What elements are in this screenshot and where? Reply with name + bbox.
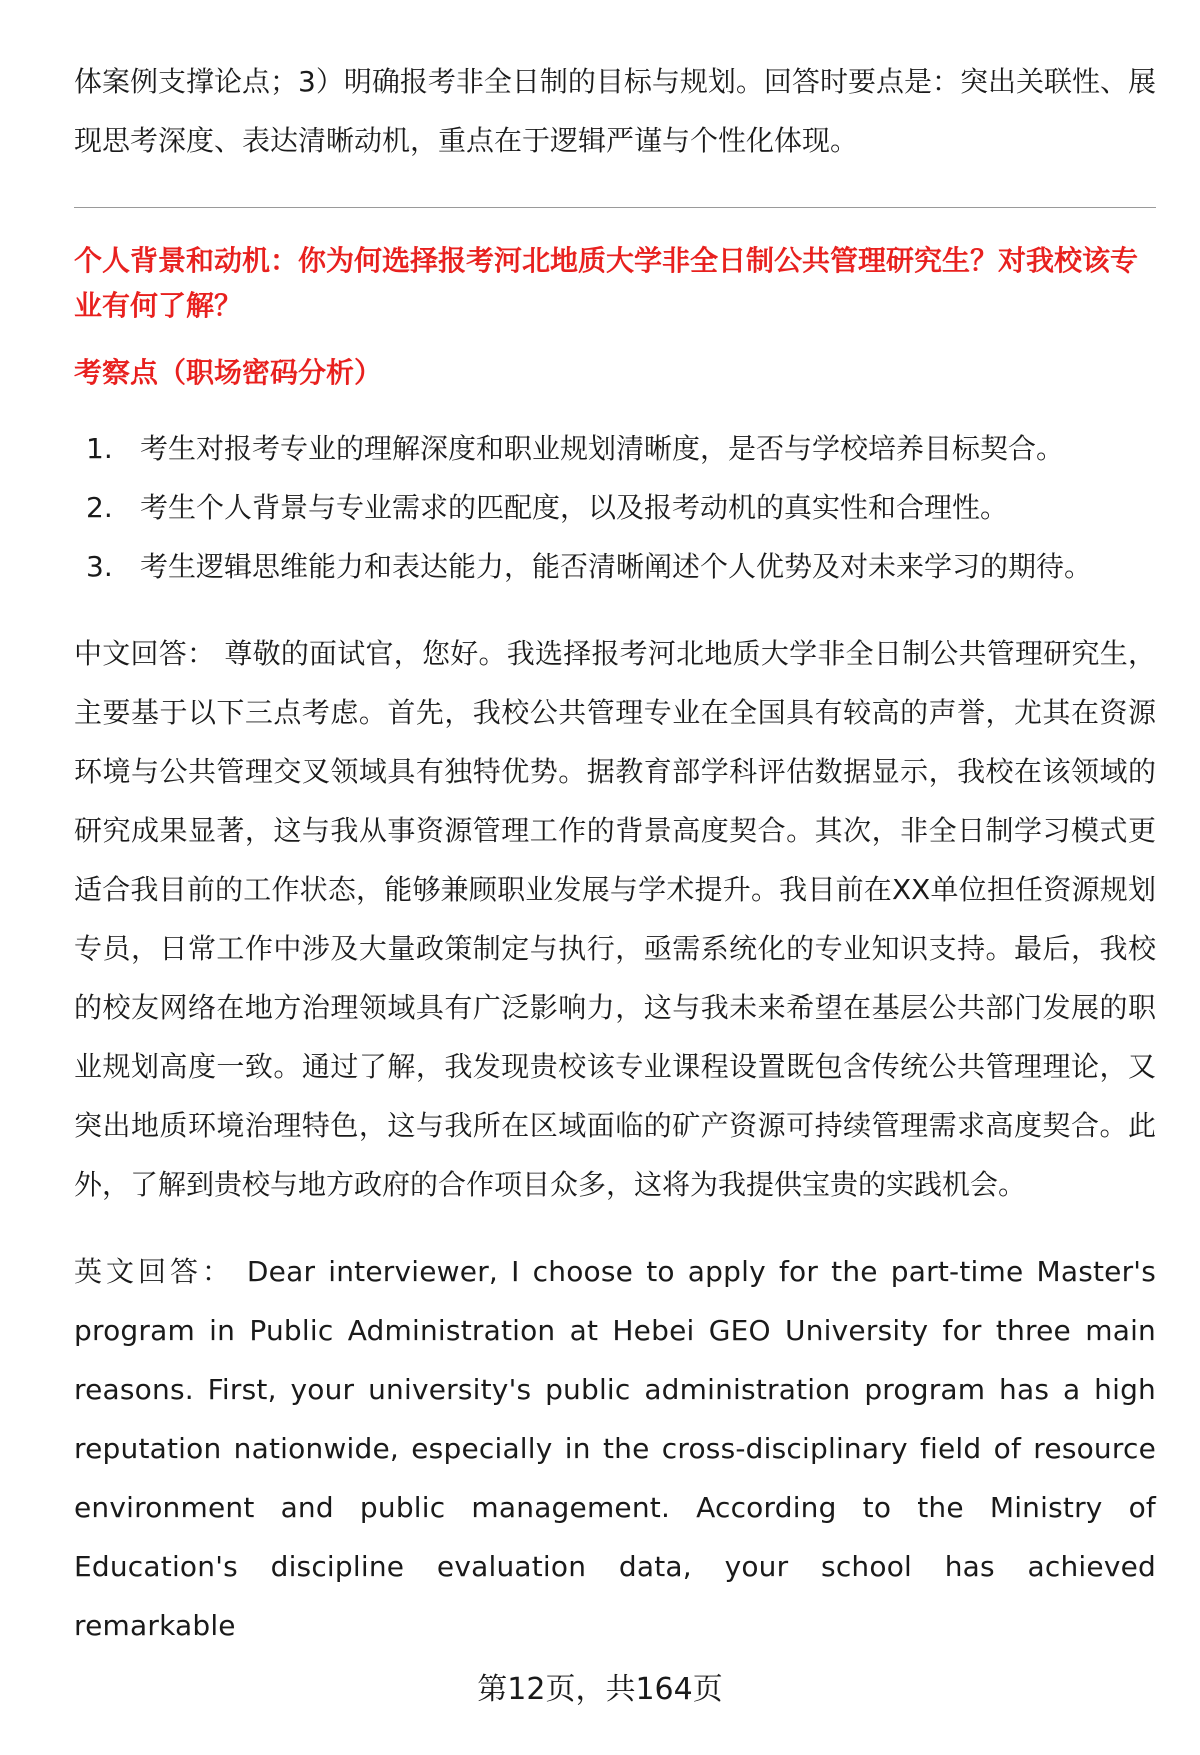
english-answer-label: 英文回答： [74, 1255, 234, 1288]
focus-item-number: 2. [86, 491, 113, 524]
document-page [74, 52, 1156, 1655]
focus-item [74, 419, 1156, 478]
chinese-answer [74, 624, 1156, 1214]
focus-item-number: 1. [86, 432, 113, 465]
page-number-footer: 第12页，共164页 [477, 1672, 723, 1707]
focus-list [74, 419, 1156, 596]
focus-heading: 考察点（职场密码分析） [74, 356, 383, 389]
english-answer-text: Dear interviewer, I choose to apply for the part-time Master's program in Public Administration at Hebei GEO University for three main reasons. First, your university's public administration program has a high reputation nationwide, especially in the cross-disciplinary field of resource environment and public management. According to the Ministry of Education's discipline evaluation data, your school has achieved remarkable [74, 1255, 1156, 1642]
chinese-answer-label: 中文回答： [74, 637, 216, 670]
focus-item [74, 537, 1156, 596]
question-heading: 个人背景和动机：你为何选择报考河北地质大学非全日制公共管理研究生？对我校该专业有何了解？ [74, 244, 1139, 322]
focus-item-text: 考生对报考专业的理解深度和职业规划清晰度，是否与学校培养目标契合。 [140, 432, 1065, 465]
chinese-answer-text: 尊敬的面试官，您好。我选择报考河北地质大学非全日制公共管理研究生，主要基于以下三点考虑。首先，我校公共管理专业在全国具有较高的声誉，尤其在资源环境与公共管理交叉领域具有独特优势。据教育部学科评估数据显示，我校在该领域的研究成果显著，这与我从事资源管理工作的背景高度契合。其次，非全日制学习模式更适合我目前的工作状态，能够兼顾职业发展与学术提升。我目前在XX单位担任资源规划专员，日常工作中涉及大量政策制定与执行，亟需系统化的专业知识支持。最后，我校的校友网络在地方治理领域具有广泛影响力，这与我未来希望在基层公共部门发展的职业规划高度一致。通过了解，我发现贵校该专业课程设置既包含传统公共管理理论，又突出地质环境治理特色，这与我所在区域面临的矿产资源可持续管理需求高度契合。此外，了解到贵校与地方政府的合作项目众多，这将为我提供宝贵的实践机会。 [74, 637, 1156, 1201]
focus-item-text: 考生逻辑思维能力和表达能力，能否清晰阐述个人优势及对未来学习的期待。 [140, 550, 1093, 583]
intro-paragraph: 体案例支撑论点；3）明确报考非全日制的目标与规划。回答时要点是：突出关联性、展现思考深度、表达清晰动机，重点在于逻辑严谨与个性化体现。 [74, 65, 1156, 157]
section-divider [74, 207, 1156, 208]
focus-item-text: 考生个人背景与专业需求的匹配度，以及报考动机的真实性和合理性。 [140, 491, 1009, 524]
focus-item-number: 3. [86, 550, 113, 583]
focus-item [74, 478, 1156, 537]
english-answer [74, 1242, 1156, 1655]
